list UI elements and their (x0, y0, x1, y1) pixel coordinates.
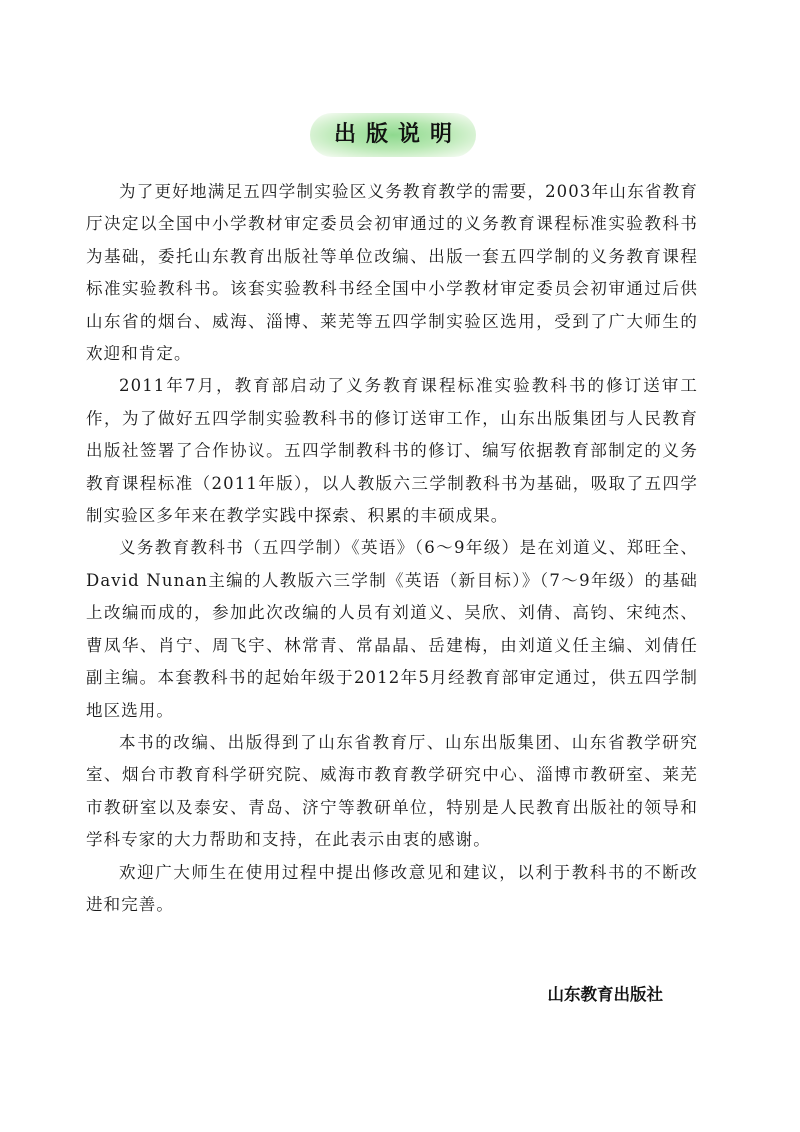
paragraph-4: 本书的改编、出版得到了山东省教育厅、山东出版集团、山东省教学研究室、烟台市教育科学研究院、威海市教育教学研究中心、淄博市教研室、莱芜市教研室以及泰安、青岛、济宁等教研单位，特别是人民教育出版社的领导和学科专家的大力帮助和支持，在此表示由衷的感谢。 (86, 732, 698, 850)
page-title: 出版说明 (333, 122, 462, 147)
title-banner (310, 113, 476, 157)
paragraph-1: 为了更好地满足五四学制实验区义务教育教学的需要，2003年山东省教育厅决定以全国中小学教材审定委员会初审通过的义务教育课程标准实验教科书为基础，委托山东教育出版社等单位改编、出版一套五四学制的义务教育课程标准实验教科书。该套实验教科书经全国中小学教材审定委员会初审通过后供山东省的烟台、威海、淄博、莱芜等五四学制实验区选用，受到了广大师生的欢迎和肯定。 (86, 182, 698, 364)
paragraph-5: 欢迎广大师生在使用过程中提出修改意见和建议，以利于教科书的不断改进和完善。 (86, 862, 698, 914)
publisher-signature: 山东教育出版社 (547, 985, 663, 1004)
document-body (86, 176, 698, 921)
paragraph-3: 义务教育教科书（五四学制）《英语》（6～9年级）是在刘道义、郑旺全、David Nunan主编的人教版六三学制《英语（新目标）》（7～9年级）的基础上改编而成的，参加此次改编的人员有刘道义、吴欣、刘倩、高钧、宋纯杰、曹凤华、肖宁、周飞宇、林常青、常晶晶、岳建梅，由刘道义任主编、刘倩任副主编。本套教科书的起始年级于2012年5月经教育部审定通过，供五四学制地区选用。 (86, 538, 698, 720)
paragraph-2: 2011年7月，教育部启动了义务教育课程标准实验教科书的修订送审工作，为了做好五四学制实验教科书的修订送审工作，山东出版集团与人民教育出版社签署了合作协议。五四学制教科书的修订、编写依据教育部制定的义务教育课程标准（2011年版），以人教版六三学制教科书为基础，吸取了五四学制实验区多年来在教学实践中探索、积累的丰硕成果。 (86, 376, 698, 526)
